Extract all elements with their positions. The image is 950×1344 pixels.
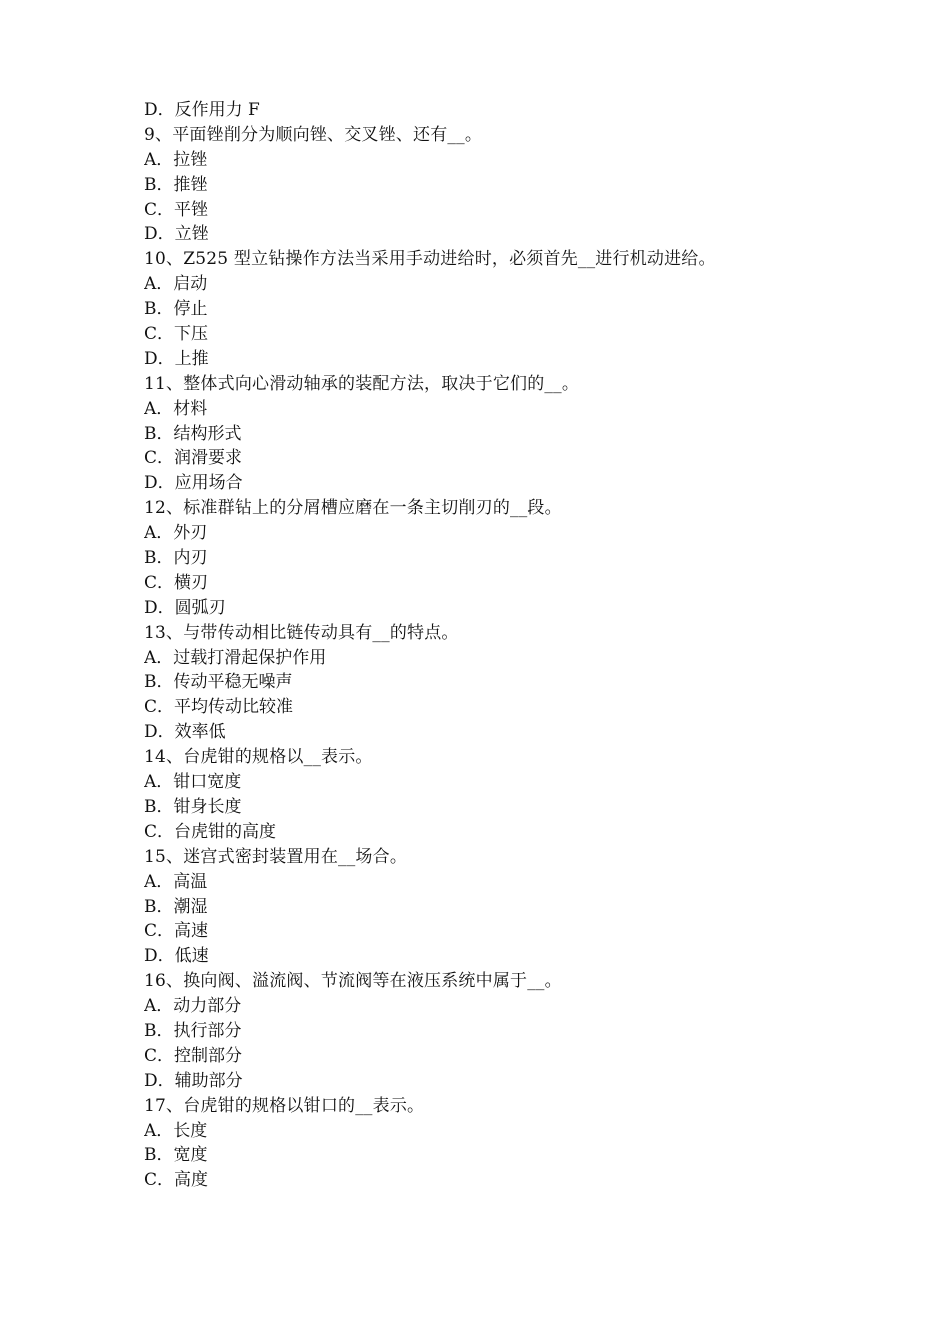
answer-option: A．动力部分 xyxy=(144,996,242,1017)
answer-option: D．辅助部分 xyxy=(144,1070,243,1091)
question-text: 14、台虎钳的规格以__表示。 xyxy=(144,747,373,768)
question-text: 11、整体式向心滑动轴承的装配方法，取决于它们的__。 xyxy=(144,373,580,394)
answer-option: C．横刃 xyxy=(144,572,209,593)
answer-option: D．立锉 xyxy=(144,224,209,245)
answer-option: D．效率低 xyxy=(144,722,226,743)
answer-option: B．宽度 xyxy=(144,1145,208,1166)
question-text: 12、标准群钻上的分屑槽应磨在一条主切削刃的__段。 xyxy=(144,498,562,519)
question-text: 17、台虎钳的规格以钳口的__表示。 xyxy=(144,1095,425,1116)
answer-option: B．停止 xyxy=(144,299,208,320)
question-text: 15、迷宫式密封装置用在__场合。 xyxy=(144,846,408,867)
question-text: 13、与带传动相比链传动具有__的特点。 xyxy=(144,622,459,643)
answer-option: A．过载打滑起保护作用 xyxy=(144,647,327,668)
answer-option: C．平锉 xyxy=(144,199,209,220)
answer-option: C．高度 xyxy=(144,1170,209,1191)
answer-option: B．钳身长度 xyxy=(144,796,242,817)
answer-option: C．平均传动比较准 xyxy=(144,697,294,718)
answer-option: A．长度 xyxy=(144,1120,208,1141)
answer-option: C．高速 xyxy=(144,921,209,942)
question-text: 9、平面锉削分为顺向锉、交叉锉、还有__。 xyxy=(144,124,483,145)
answer-option: A．钳口宽度 xyxy=(144,772,242,793)
answer-option: B．内刃 xyxy=(144,548,208,569)
answer-option: B．潮湿 xyxy=(144,896,208,917)
answer-option: D．应用场合 xyxy=(144,473,243,494)
question-text: 10、Z525 型立钻操作方法当采用手动进给时，必须首先__进行机动进给。 xyxy=(144,249,716,270)
answer-option: B．结构形式 xyxy=(144,423,242,444)
answer-option: D．低速 xyxy=(144,946,209,967)
answer-option: C．台虎钳的高度 xyxy=(144,821,277,842)
answer-option: C．下压 xyxy=(144,324,209,345)
answer-option: A．启动 xyxy=(144,274,208,295)
answer-option: D．圆弧刃 xyxy=(144,597,226,618)
answer-option: B．推锉 xyxy=(144,174,208,195)
question-text: 16、换向阀、溢流阀、节流阀等在液压系统中属于__。 xyxy=(144,971,562,992)
answer-option: B．执行部分 xyxy=(144,1020,242,1041)
answer-option: D．上推 xyxy=(144,348,209,369)
answer-option: C．润滑要求 xyxy=(144,448,243,469)
answer-option: A．高温 xyxy=(144,871,208,892)
document-body xyxy=(144,98,864,1193)
answer-option: D．反作用力 F xyxy=(144,100,260,120)
answer-option: A．外刃 xyxy=(144,523,208,544)
answer-option: A．材料 xyxy=(144,398,208,419)
answer-option: B．传动平稳无噪声 xyxy=(144,672,293,693)
answer-option: C．控制部分 xyxy=(144,1045,243,1066)
answer-option: A．拉锉 xyxy=(144,149,208,170)
